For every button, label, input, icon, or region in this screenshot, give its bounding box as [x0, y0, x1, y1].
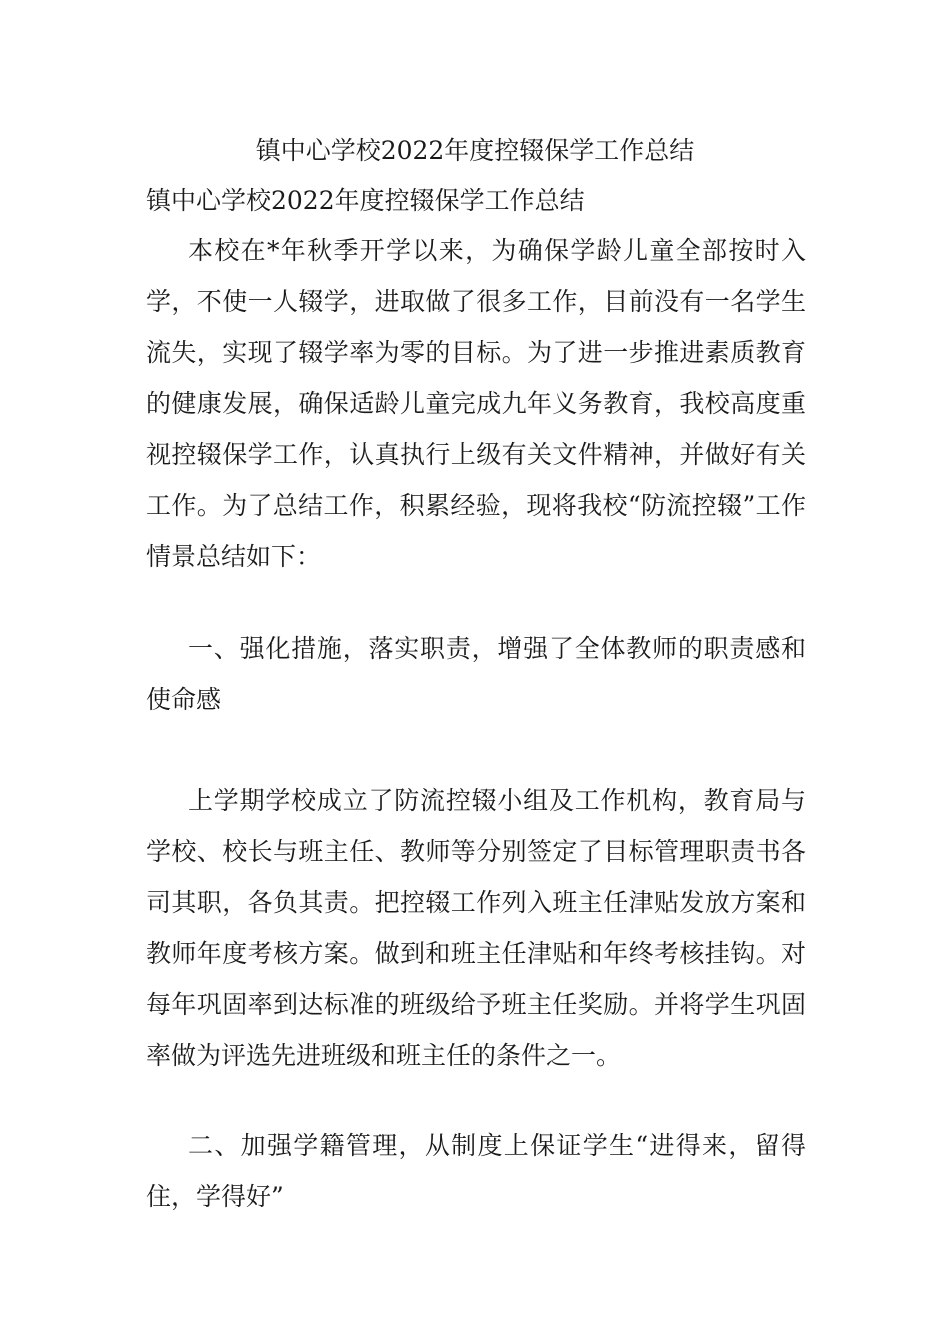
section-heading-2: 二、加强学籍管理，从制度上保证学生“进得来，留得住，学得好” [146, 1131, 806, 1211]
document-subtitle: 镇中心学校2022年度控辍保学工作总结 [146, 186, 585, 215]
section-1-paragraph: 上学期学校成立了防流控辍小组及工作机构，教育局与学校、校长与班主任、教师等分别签定了目标管理职责书各司其职，各负其责。把控辍工作列入班主任津贴发放方案和教师年度考核方案。做到和班主任津贴和年终考核挂钩。对每年巩固率到达标准的班级给予班主任奖励。并将学生巩固率做为评选先进班级和班主任的条件之一。 [146, 786, 806, 1070]
document-title: 镇中心学校2022年度控辍保学工作总结 [255, 136, 695, 165]
section-heading-1: 一、强化措施，落实职责，增强了全体教师的职责感和使命感 [146, 634, 806, 714]
intro-paragraph: 本校在*年秋季开学以来，为确保学龄儿童全部按时入学，不使一人辍学，进取做了很多工作，目前没有一名学生流失，实现了辍学率为零的目标。为了进一步推进素质教育的健康发展，确保适龄儿童完成九年义务教育，我校高度重视控辍保学工作，认真执行上级有关文件精神，并做好有关工作。为了总结工作，积累经验，现将我校“防流控辍”工作情景总结如下： [146, 236, 806, 571]
